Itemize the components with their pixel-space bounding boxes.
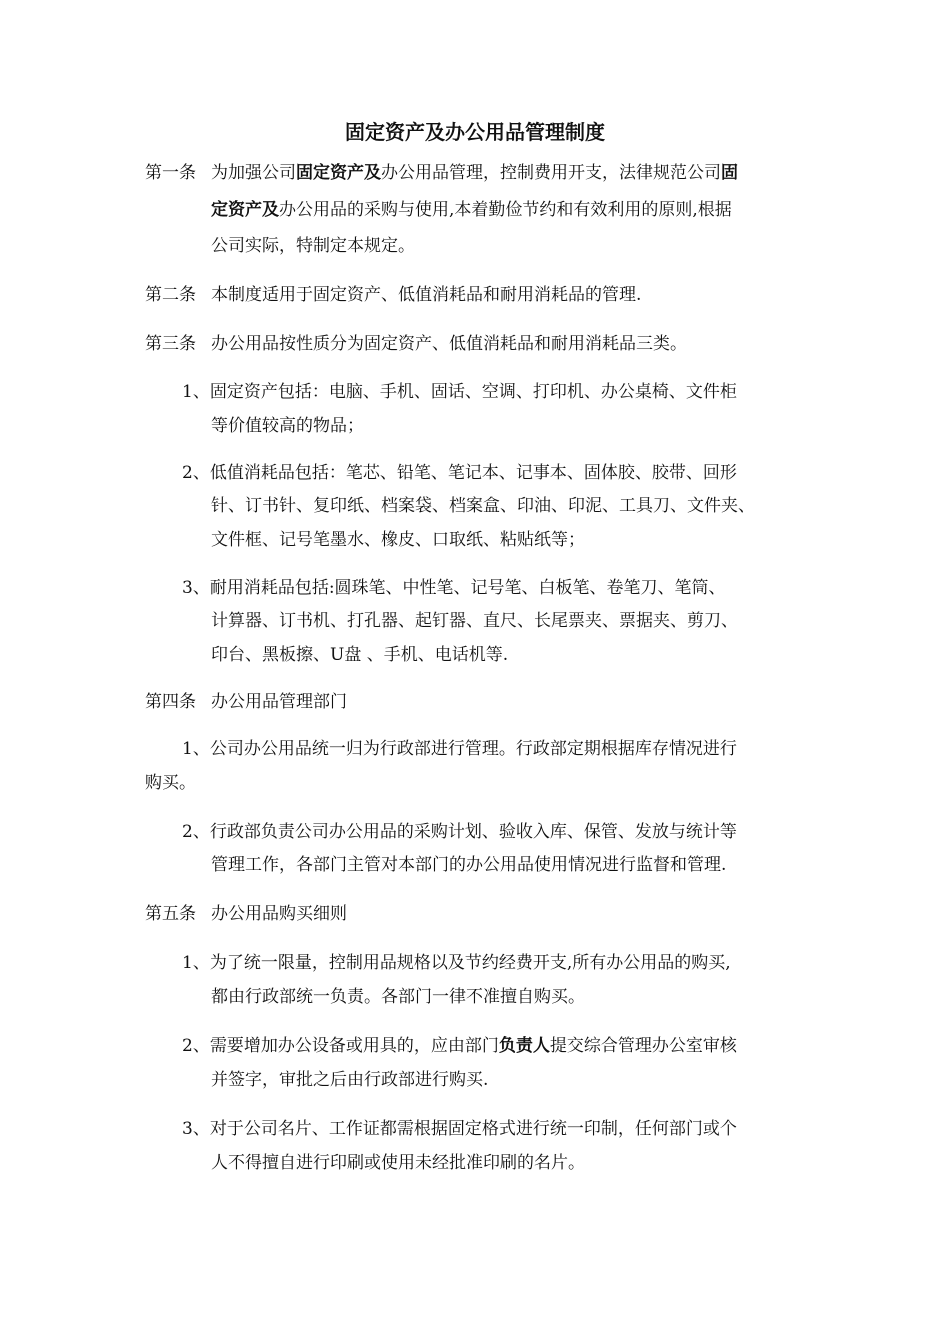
- article-5-label: 第五条: [145, 904, 196, 924]
- article-3-item-2-line-1: 2、低值消耗品包括：笔芯、铅笔、笔记本、记事本、固体胶、胶带、回形: [182, 463, 737, 483]
- article-4-item-1-line-1: 1、公司办公用品统一归为行政部进行管理。行政部定期根据库存情况进行: [182, 739, 737, 759]
- article-3-text: 办公用品按性质分为固定资产、低值消耗品和耐用消耗品三类。: [211, 334, 687, 354]
- article-1-line-3: 公司实际，特制定本规定。: [211, 236, 415, 256]
- article-1-line-2: 定资产及办公用品的采购与使用,本着勤俭节约和有效利用的原则,根据: [211, 200, 732, 220]
- article-5-item-3-line-2: 人不得擅自进行印刷或使用未经批准印刷的名片。: [211, 1153, 585, 1173]
- article-5-item-2-line-1: 2、需要增加办公设备或用具的，应由部门负责人提交综合管理办公室审核: [182, 1036, 737, 1056]
- article-3-item-3-line-2: 计算器、订书机、打孔器、起钉器、直尺、长尾票夹、票据夹、剪刀、: [211, 611, 738, 631]
- article-5-item-3-line-1: 3、对于公司名片、工作证都需根据固定格式进行统一印制，任何部门或个: [182, 1119, 737, 1139]
- document-title: 固定资产及办公用品管理制度: [345, 120, 605, 144]
- article-4-item-2-line-1: 2、行政部负责公司办公用品的采购计划、验收入库、保管、发放与统计等: [182, 822, 737, 842]
- article-4-item-2-line-2: 管理工作，各部门主管对本部门的办公用品使用情况进行监督和管理.: [211, 855, 727, 875]
- article-3-item-1-line-2: 等价值较高的物品；: [211, 416, 364, 436]
- article-2-label: 第二条: [145, 285, 196, 305]
- article-5-item-1-line-1: 1、为了统一限量，控制用品规格以及节约经费开支,所有办公用品的购买,: [182, 953, 731, 973]
- article-3-item-3-line-1: 3、耐用消耗品包括:圆珠笔、中性笔、记号笔、白板笔、卷笔刀、笔筒、: [182, 578, 726, 598]
- article-5-item-2-line-2: 并签字，审批之后由行政部进行购买.: [211, 1070, 489, 1090]
- article-3-item-2-line-3: 文件框、记号笔墨水、橡皮、口取纸、粘贴纸等；: [211, 530, 585, 550]
- article-3-item-3-line-3: 印台、黑板擦、U盘 、手机、电话机等.: [211, 645, 509, 665]
- article-2-text: 本制度适用于固定资产、低值消耗品和耐用消耗品的管理.: [211, 285, 642, 305]
- article-3-label: 第三条: [145, 334, 196, 354]
- article-5-text: 办公用品购买细则: [211, 904, 347, 924]
- article-4-label: 第四条: [145, 692, 196, 712]
- article-1-line-1: 为加强公司固定资产及办公用品管理，控制费用开支，法律规范公司固: [211, 163, 738, 183]
- article-3-item-2-line-2: 针、订书针、复印纸、档案袋、档案盒、印油、印泥、工具刀、文件夹、: [211, 496, 755, 516]
- article-3-item-1-line-1: 1、固定资产包括：电脑、手机、固话、空调、打印机、办公桌椅、文件柜: [182, 382, 737, 402]
- article-5-item-1-line-2: 都由行政部统一负责。各部门一律不准擅自购买。: [211, 987, 585, 1007]
- article-4-item-1-line-2: 购买。: [145, 773, 196, 793]
- article-4-text: 办公用品管理部门: [211, 692, 347, 712]
- article-1-label: 第一条: [145, 163, 196, 183]
